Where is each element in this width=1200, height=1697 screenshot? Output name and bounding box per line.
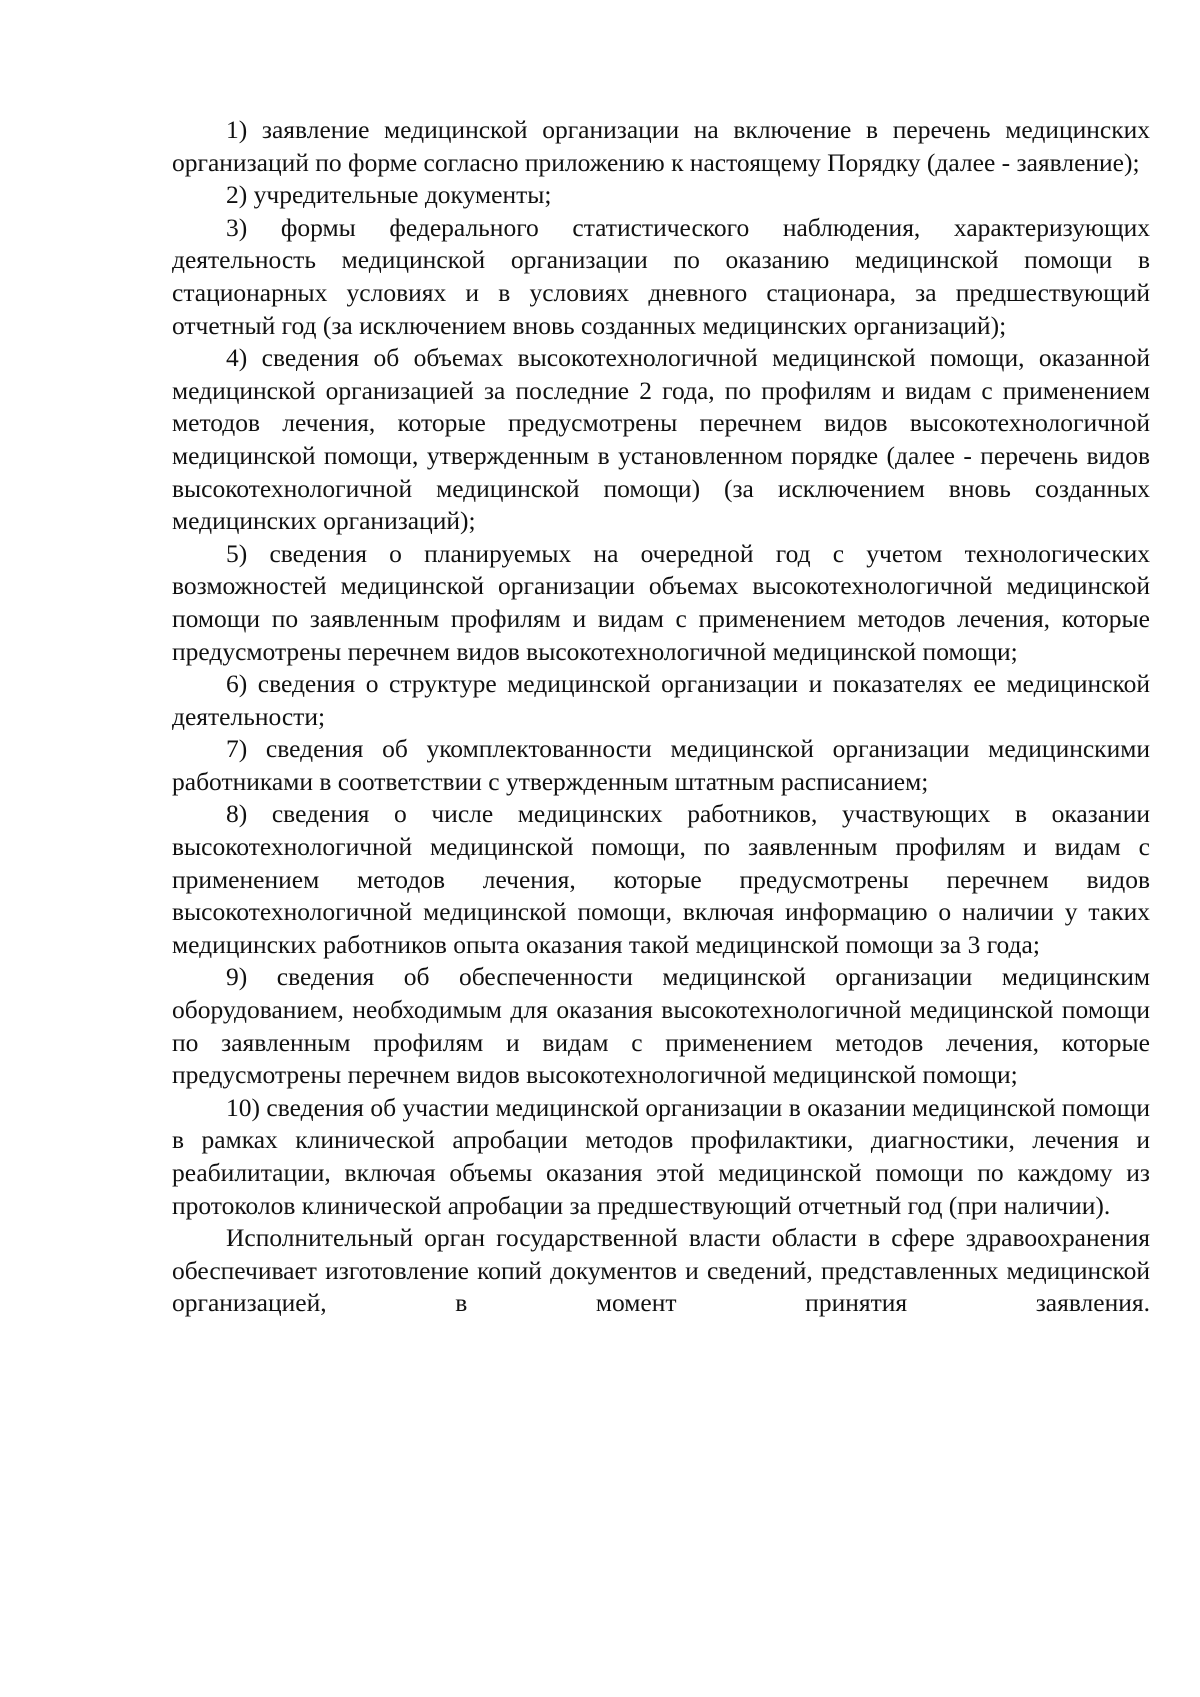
list-item-1: 1) заявление медицинской организации на включение в перечень медицинских организаций по форме согласно приложению к настоящему Порядку (далее - заявление); <box>172 115 1150 177</box>
list-item-9: 9) сведения об обеспеченности медицинской организации медицинским оборудованием, необходимым для оказания высокотехнологичной медицинской помощи по заявленным профилям и видам с применением методов лечения, которые предусмотрены перечнем видов высокотехнологичной медицинской помощи; <box>172 962 1150 1090</box>
closing-paragraph: Исполнительный орган государственной власти области в сфере здравоохранения обеспечивает изготовление копий документов и сведений, представленных медицинской организацией, в момент принятия заявления. <box>172 1223 1150 1318</box>
list-item-5: 5) сведения о планируемых на очередной год с учетом технологических возможностей медицинской организации объемах высокотехнологичной медицинской помощи по заявленным профилям и видам с применением методов лечения, которые предусмотрены перечнем видов высокотехнологичной медицинской помощи; <box>172 538 1150 666</box>
list-item-8: 8) сведения о числе медицинских работников, участвующих в оказании высокотехнологичной медицинской помощи, по заявленным профилям и видам с применением методов лечения, которые предусмотрены перечнем видов высокотехнологичной медицинской помощи, включая информацию о наличии у таких медицинских работников опыта оказания такой медицинской помощи за 3 года; <box>172 799 1150 959</box>
list-item-3: 3) формы федерального статистического наблюдения, характеризующих деятельность медицинской организации по оказанию медицинской помощи в стационарных условиях и в условиях дневного стационара, за предшествующий отчетный год (за исключением вновь созданных медицинских организаций); <box>172 212 1150 340</box>
list-item-10: 10) сведения об участии медицинской организации в оказании медицинской помощи в рамках клинической апробации методов профилактики, диагностики, лечения и реабилитации, включая объемы оказания этой медицинской помощи по каждому из протоколов клинической апробации за предшествующий отчетный год (при наличии). <box>172 1092 1150 1220</box>
list-item-7: 7) сведения об укомплектованности медицинской организации медицинскими работниками в соответствии с утвержденным штатным расписанием; <box>172 734 1150 796</box>
list-item-4: 4) сведения об объемах высокотехнологичной медицинской помощи, оказанной медицинской организацией за последние 2 года, по профилям и видам с применением методов лечения, которые предусмотрены перечнем видов высокотехнологичной медицинской помощи, утвержденным в установленном порядке (далее - перечень видов высокотехнологичной медицинской помощи) (за исключением вновь созданных медицинских организаций); <box>172 343 1150 536</box>
list-item-6: 6) сведения о структуре медицинской организации и показателях ее медицинской деятельности; <box>172 669 1150 731</box>
list-item-2: 2) учредительные документы; <box>226 180 552 210</box>
document-body <box>172 114 1150 1320</box>
